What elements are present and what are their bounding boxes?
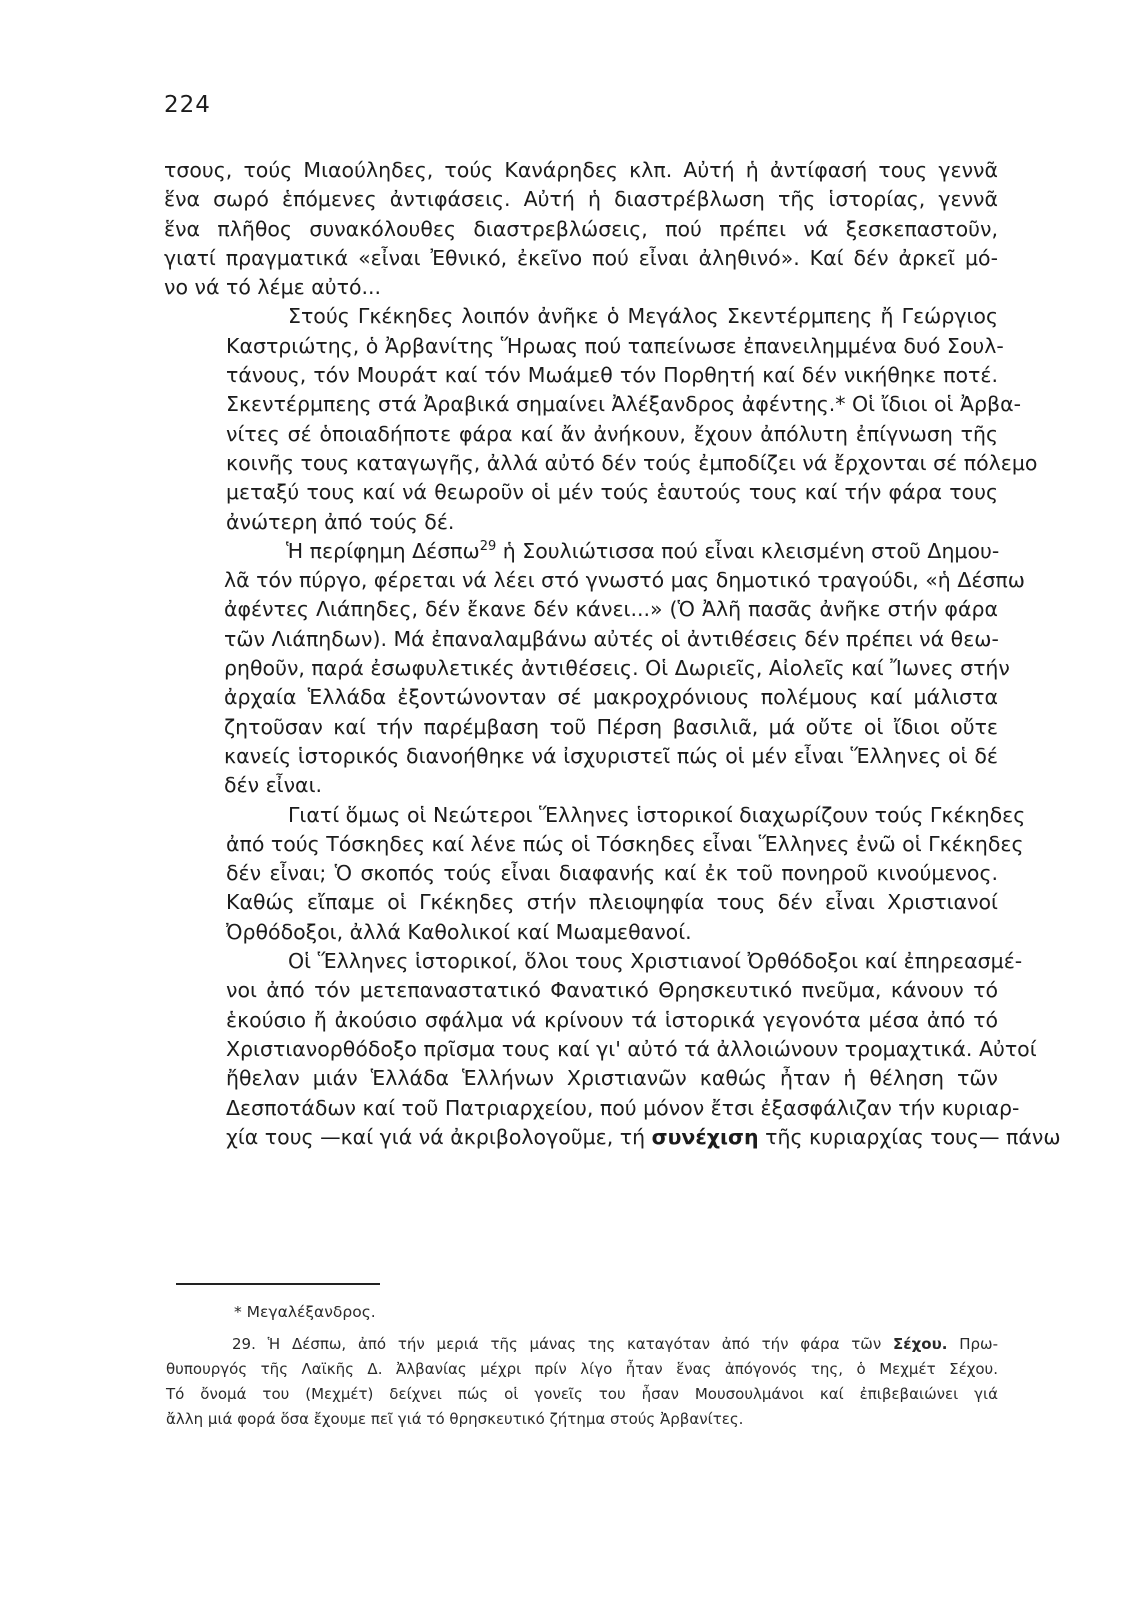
page-number: 224 <box>164 92 211 118</box>
text-line: δέν εἶναι; Ὁ σκοπός τούς εἶναι διαφανής καί ἐκ τοῦ πονηροῦ κινούμενος. <box>226 861 998 886</box>
footnote-star: * Μεγαλέξανδρος. <box>234 1303 376 1321</box>
text-line: νοι ἀπό τόν μετεπαναστατικό Φανατικό Θρησκευτικό πνεῦμα, κάνουν τό <box>226 978 998 1003</box>
text-line: νο νά τό λέμε αὐτό... <box>164 275 382 300</box>
body-text <box>164 156 1061 1152</box>
footnote-line <box>166 1332 998 1357</box>
text-line: μεταξύ τους καί νά θεωροῦν οἱ μέν τούς ἑαυτούς τους καί τήν φάρα τους <box>226 480 998 505</box>
bold-word: συνέχιση <box>651 1124 759 1149</box>
text-line: ἀφέντες Λιάπηδες, δέν ἔκανε δέν κάνει...» (Ὁ Ἀλῆ πασᾶς ἀνῆκε στήν φάρα <box>224 597 998 622</box>
text-line: λᾶ τόν πύργο, φέρεται νά λέει στό γνωστό μας δημοτικό τραγούδι, «ἡ Δέσπω <box>224 568 1025 593</box>
footnote-line: θυπουργός τῆς Λαϊκῆς Δ. Ἀλβανίας μέχρι πρίν λίγο ἦταν ἕνας ἀπόγονός της, ὁ Μεχμέτ Σέχου. <box>166 1360 998 1378</box>
footnote-29 <box>166 1332 998 1432</box>
text-line: Καθώς εἴπαμε οἱ Γκέκηδες στήν πλειοψηφία τους δέν εἶναι Χριστιανοί <box>226 890 998 915</box>
text-line: Ὀρθόδοξοι, ἀλλά Καθολικοί καί Μωαμεθανοί. <box>226 919 692 944</box>
text-line: κοινῆς τους καταγωγῆς, ἀλλά αὐτό δέν τούς ἐμποδίζει νά ἔρχονται σέ πόλεμο <box>226 450 1038 475</box>
text-fragment: Ἡ περίφημη Δέσπω <box>286 538 480 563</box>
text-line: ζητοῦσαν καί τήν παρέμβαση τοῦ Πέρση βασιλιᾶ, μά οὔτε οἱ ἴδιοι οὔτε <box>224 714 998 739</box>
text-line: κανείς ἱστορικός διανοήθηκε νά ἰσχυριστεῖ πώς οἱ μέν εἶναι Ἕλληνες οἱ δέ <box>224 743 998 768</box>
text-line: ἤθελαν μιάν Ἑλλάδα Ἑλλήνων Χριστιανῶν καθώς ἦταν ἡ θέληση τῶν <box>226 1066 998 1091</box>
text-line: ἀπό τούς Τόσκηδες καί λένε πώς οἱ Τόσκηδες εἶναι Ἕλληνες ἐνῶ οἱ Γκέκηδες <box>226 831 1024 856</box>
footnote-separator <box>176 1283 380 1285</box>
text-line: ἑκούσιο ἤ ἀκούσιο σφάλμα νά κρίνουν τά ἱστορικά γεγονότα μέσα ἀπό τό <box>226 1007 998 1032</box>
text-line: Οἱ Ἕλληνες ἱστορικοί, ὅλοι τους Χριστιανοί Ὀρθόδοξοι καί ἐπηρεασμέ- <box>288 949 1023 974</box>
paragraph-2 <box>164 302 1038 536</box>
text-line: νίτες σέ ὁποιαδήποτε φάρα καί ἄν ἀνήκουν, ἔχουν ἀπόλυτη ἐπίγνωση τῆς <box>226 421 998 446</box>
bold-word: Σέχου. <box>893 1335 948 1353</box>
paragraph-5 <box>164 947 1061 1152</box>
text-line: ἀνώτερη ἀπό τούς δέ. <box>226 509 455 534</box>
text-line: Χριστιανορθόδοξο πρῖσμα τους καί γι' αὐτό τά ἀλλοιώνουν τρομαχτικά. Αὐτοί <box>226 1036 1037 1061</box>
text-fragment: χία τους —καί γιά νά ἀκριβολογοῦμε, τή <box>226 1124 652 1149</box>
text-line <box>164 1123 1061 1152</box>
text-line: Δεσποτάδων καί τοῦ Πατριαρχείου, πού μόνον ἔτσι ἐξασφάλιζαν τήν κυριαρ- <box>226 1095 1020 1120</box>
paragraph-4 <box>164 801 1026 947</box>
text-line: τσους, τούς Μιαούληδες, τούς Κανάρηδες κλπ. Αὐτή ἡ ἀντίφασή τους γεννᾶ <box>164 158 998 182</box>
text-line: τάνους, τόν Μουράτ καί τόν Μωάμεθ τόν Πορθητή καί δέν νικήθηκε ποτέ. <box>226 363 998 388</box>
text-line: γιατί πραγματικά «εἶναι Ἐθνικό, ἐκεῖνο πού εἶναι ἀληθινό». Καί δέν ἀρκεῖ μό- <box>164 245 998 270</box>
text-fragment: ἡ Σουλιώτισσα πού εἶναι κλεισμένη στοῦ Δημου- <box>496 538 1000 563</box>
text-line <box>164 537 998 566</box>
text-fragment: Πρω- <box>947 1335 998 1353</box>
footnote-ref-29: 29 <box>479 539 497 555</box>
text-line: ἀρχαία Ἑλλάδα ἐξοντώνονταν σέ μακροχρόνιους πολέμους καί μάλιστα <box>224 685 998 710</box>
text-line: ρηθοῦν, παρά ἐσωφυλετικές ἀντιθέσεις. Οἱ Δωριεῖς, Αἰολεῖς καί Ἴωνες στήν <box>224 656 1010 681</box>
text-line: Σκεντέρμπεης στά Ἀραβικά σημαίνει Ἀλέξανδρος ἀφέντης.* Οἱ ἴδιοι οἱ Ἀρβα- <box>226 392 1022 417</box>
paragraph-1 <box>164 156 998 302</box>
text-line: ἕνα πλῆθος συνακόλουθες διαστρεβλώσεις, πού πρέπει νά ξεσκεπαστοῦν, <box>164 216 998 241</box>
text-line: Στούς Γκέκηδες λοιπόν ἀνῆκε ὁ Μεγάλος Σκεντέρμπεης ἤ Γεώργιος <box>288 304 998 329</box>
footnote-line: ἄλλη μιά φορά ὅσα ἔχουμε πεῖ γιά τό θρησκευτικό ζήτημα στούς Ἀρβανίτες. <box>166 1410 744 1428</box>
text-fragment: 29. Ἡ Δέσπω, ἀπό τήν μεριά τῆς μάνας της καταγόταν ἀπό τήν φάρα τῶν <box>232 1335 894 1353</box>
text-line: τῶν Λιάπηδων). Μά ἐπαναλαμβάνω αὐτές οἱ ἀντιθέσεις δέν πρέπει νά θεω- <box>224 626 999 651</box>
text-fragment: τῆς κυριαρχίας τους— πάνω <box>758 1124 1061 1149</box>
text-line: δέν εἶναι. <box>224 773 323 798</box>
text-line: Γιατί ὅμως οἱ Νεώτεροι Ἕλληνες ἱστορικοί διαχωρίζουν τούς Γκέκηδες <box>288 802 1026 827</box>
footnote-line: Τό ὄνομά του (Μεχμέτ) δείχνει πώς οἱ γονεῖς του ἦσαν Μουσουλμάνοι καί ἐπιβεβαιώνει γιά <box>166 1385 998 1403</box>
paragraph-3 <box>164 537 1025 801</box>
footnotes <box>166 1300 998 1432</box>
text-line: ἕνα σωρό ἑπόμενες ἀντιφάσεις. Αὐτή ἡ διαστρέβλωση τῆς ἱστορίας, γεννᾶ <box>164 187 998 212</box>
text-line: Καστριώτης, ὁ Ἀρβανίτης Ἥρωας πού ταπείνωσε ἐπανειλημμένα δυό Σουλ- <box>226 333 1004 358</box>
